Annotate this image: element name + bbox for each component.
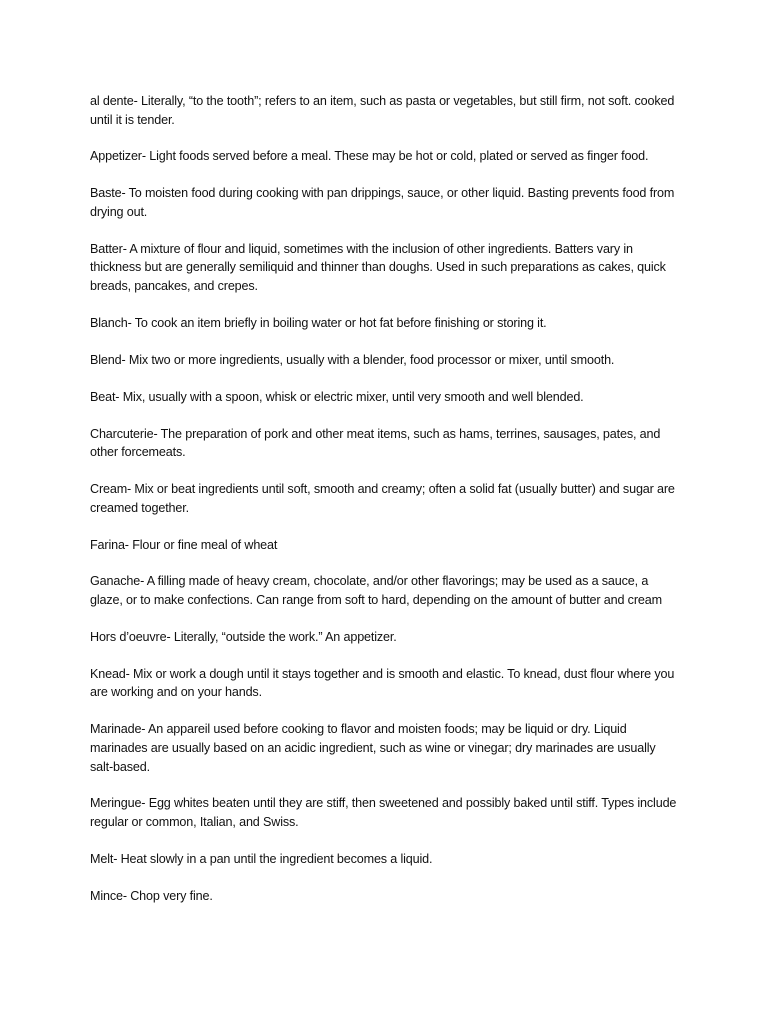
glossary-entry-melt: Melt- Heat slowly in a pan until the ingredient becomes a liquid. — [90, 851, 433, 866]
glossary-entry-baste: Baste- To moisten food during cooking with pan drippings, sauce, or other liquid. Basting prevents food from drying out. — [90, 186, 675, 219]
glossary-entry-mince: Mince- Chop very fine. — [90, 888, 213, 903]
glossary-entry-al-dente: al dente- Literally, “to the tooth”; refers to an item, such as pasta or vegetables, but still firm, not soft. cooked until it is tender. — [90, 94, 675, 127]
glossary-entry-hors-doeuvre: Hors d’oeuvre- Literally, “outside the work.” An appetizer. — [90, 629, 397, 644]
glossary-entry-knead: Knead- Mix or work a dough until it stays together and is smooth and elastic. To knead, dust flour where you are working and on your hands. — [90, 666, 675, 700]
glossary-entry-blanch: Blanch- To cook an item briefly in boiling water or hot fat before finishing or storing it. — [90, 315, 547, 330]
glossary-entry-appetizer: Appetizer- Light foods served before a meal. These may be hot or cold, plated or served as finger food. — [90, 149, 649, 164]
glossary-entry-cream: Cream- Mix or beat ingredients until soft, smooth and creamy; often a solid fat (usually butter) and sugar are creamed together. — [90, 482, 675, 515]
glossary-list — [90, 92, 680, 924]
glossary-entry-blend: Blend- Mix two or more ingredients, usually with a blender, food processor or mixer, until smooth. — [90, 352, 615, 367]
glossary-entry-batter: Batter- A mixture of flour and liquid, sometimes with the inclusion of other ingredients. Batters vary in thickness but are generally semiliquid and thinner than doughs. Used in such preparations as cakes, quick breads, pancakes, and crepes. — [90, 241, 666, 294]
glossary-entry-charcuterie: Charcuterie- The preparation of pork and other meat items, such as hams, terrines, sausages, pates, and other forcemeats. — [90, 426, 661, 460]
glossary-entry-farina: Farina- Flour or fine meal of wheat — [90, 537, 278, 552]
glossary-entry-beat: Beat- Mix, usually with a spoon, whisk or electric mixer, until very smooth and well blended. — [90, 389, 584, 404]
glossary-entry-marinade: Marinade- An appareil used before cooking to flavor and moisten foods; may be liquid or dry. Liquid marinades are usually based on an acidic ingredient, such as wine or vinegar; dry marinades are usually salt-based. — [90, 722, 656, 774]
glossary-entry-ganache: Ganache- A filling made of heavy cream, chocolate, and/or other flavorings; may be used as a sauce, a glaze, or to make confections. Can range from soft to hard, depending on the amount of butter and cream — [90, 574, 662, 608]
glossary-entry-meringue: Meringue- Egg whites beaten until they are stiff, then sweetened and possibly baked until stiff. Types include regular or common, Italian, and Swiss. — [90, 796, 677, 829]
